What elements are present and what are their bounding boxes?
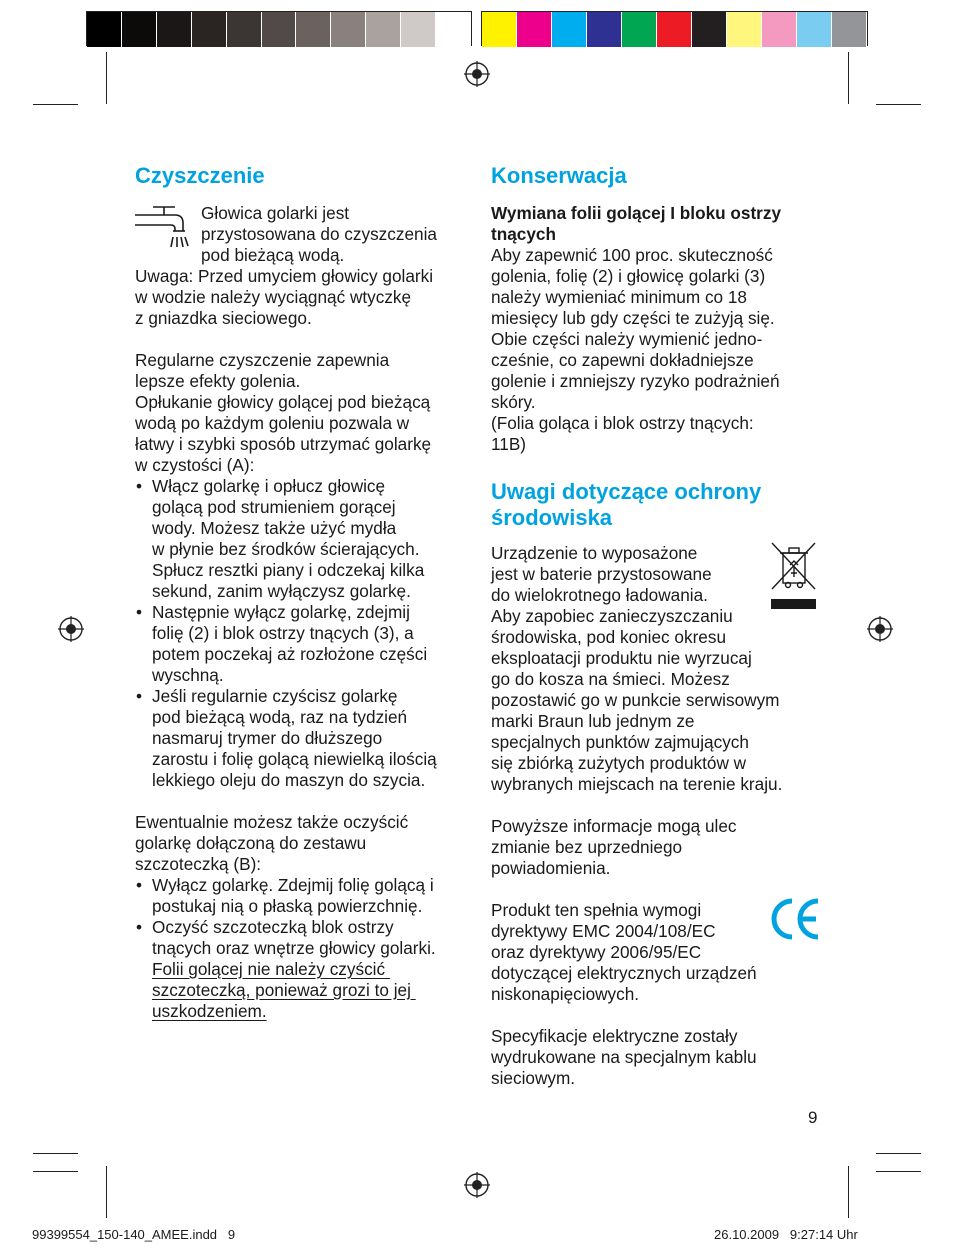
gray-swatch	[331, 12, 366, 47]
text-line: Regularne czyszczenie zapewnia	[135, 350, 390, 370]
text-line: Uwaga: Przed umyciem głowicy golarki	[135, 266, 434, 286]
list-item	[135, 686, 470, 791]
gray-swatch	[366, 12, 401, 47]
text-line: do wielokrotnego ładowania.	[491, 585, 708, 605]
text-line: • Oczyść szczoteczką blok ostrzy	[152, 917, 394, 937]
text-line: Opłukanie głowicy golącej pod bieżącą	[135, 392, 431, 412]
text-line: eksploatacji produktu nie wyrzucaj	[491, 648, 752, 668]
text-line: go do kosza na śmieci. Możesz	[491, 669, 730, 689]
text-line: wody. Możesz także użyć mydła	[152, 518, 397, 538]
text-line: należy wymieniać minimum co 18	[491, 287, 747, 307]
text-line: • Jeśli regularnie czyścisz golarkę	[152, 686, 398, 706]
text-line: tnących oraz wnętrze głowicy golarki.	[152, 938, 436, 958]
text-line: golącą pod strumieniem gorącej	[152, 497, 396, 517]
text-line: lekkiego oleju do maszyn do szycia.	[152, 770, 426, 790]
text-line: postukaj nią o płaską powierzchnię.	[152, 896, 423, 916]
footer-file-info: 99399554_150-140_AMEE.indd 9	[32, 1227, 236, 1242]
cleaning-section	[135, 163, 470, 1022]
text-line: skóry.	[491, 392, 536, 412]
text-line: łatwy i szybki sposób utrzymać golarkę	[135, 434, 432, 454]
gray-swatch	[192, 12, 227, 47]
text-line: Głowica golarki jest	[201, 203, 350, 223]
cleaning-intro	[135, 203, 470, 266]
text-line: 11B)	[491, 434, 527, 454]
subheading-line: tnących	[491, 224, 556, 244]
text-line: (Folia goląca i blok ostrzy tnących:	[491, 413, 754, 433]
text-line: Specyfikacje elektryczne zostały	[491, 1026, 738, 1046]
grayscale-color-bar	[86, 11, 472, 46]
environment-text	[491, 543, 821, 795]
text-line: przystosowana do czyszczenia	[201, 224, 437, 244]
text-line: Produkt ten spełnia wymogi	[491, 900, 702, 920]
registration-mark-icon	[58, 616, 84, 642]
maintenance-section	[491, 163, 821, 1089]
color-swatch	[482, 12, 517, 47]
crossed-out-bin-icon	[769, 541, 819, 613]
gray-swatch	[122, 12, 157, 47]
text-line: golenie i zmniejszy ryzyko podrażnień	[491, 371, 780, 391]
text-line: cześnie, co zapewni dokładniejsze	[491, 350, 754, 370]
color-swatch	[517, 12, 552, 47]
text-line: zarostu i folię golącą niewielką ilością	[152, 749, 437, 769]
gray-swatch	[227, 12, 262, 47]
text-line: Urządzenie to wyposażone	[491, 543, 698, 563]
text-line: wybranych miejscach na terenie kraju.	[491, 774, 783, 794]
text-line: się zbiórką zużytych produktów w	[491, 753, 747, 773]
process-color-bar	[481, 11, 868, 46]
gray-swatch	[87, 12, 122, 47]
text-line: dotyczącej elektrycznych urządzeń	[491, 963, 757, 983]
text-line: miesięcy lub gdy części te zużyją się.	[491, 308, 775, 328]
list-item	[135, 476, 470, 602]
environment-heading: środowiska	[491, 505, 613, 530]
text-line: • Następnie wyłącz golarkę, zdejmij	[152, 602, 410, 622]
gray-swatch	[401, 12, 436, 47]
text-line: • Włącz golarkę i opłucz głowicę	[152, 476, 386, 496]
warning-underlined-line: uszkodzeniem.	[152, 1001, 267, 1021]
text-line: Aby zapobiec zanieczyszczaniu	[491, 606, 733, 626]
warning-underlined-line: Folii golącej nie należy czyścić	[152, 959, 390, 979]
color-swatch	[622, 12, 657, 47]
text-line: szczoteczką (B):	[135, 854, 262, 874]
text-line: w czystości (A):	[135, 455, 255, 475]
text-line: jest w baterie przystosowane	[491, 564, 712, 584]
color-swatch	[762, 12, 797, 47]
text-line: zmianie bez uprzedniego	[491, 837, 683, 857]
color-swatch	[587, 12, 622, 47]
text-line: marki Braun lub jednym ze	[491, 711, 695, 731]
cleaning-heading: Czyszczenie	[135, 163, 265, 188]
text-line: powiadomienia.	[491, 858, 611, 878]
registration-mark-icon	[867, 616, 893, 642]
registration-mark-icon	[464, 1172, 490, 1198]
ce-compliance-text	[491, 900, 821, 1005]
text-line: pod bieżącą wodą, raz na tydzień	[152, 707, 408, 727]
gray-swatch	[296, 12, 331, 47]
cleaning-steps-list	[135, 476, 470, 791]
text-line: potem poczekaj aż rozłożone części	[152, 644, 428, 664]
text-line: Ewentualnie możesz także oczyścić	[135, 812, 409, 832]
list-item	[135, 917, 470, 1022]
color-swatch	[797, 12, 832, 47]
text-line: w płynie bez środków ścierających.	[152, 539, 420, 559]
list-item	[135, 602, 470, 686]
maintenance-heading: Konserwacja	[491, 163, 627, 188]
text-line: • Wyłącz golarkę. Zdejmij folię golącą i	[152, 875, 434, 895]
color-swatch	[832, 12, 867, 47]
text-line: pozostawić go w punkcie serwisowym	[491, 690, 780, 710]
text-line: wyschną.	[152, 665, 224, 685]
faucet-icon	[135, 205, 191, 255]
text-line: golarkę dołączoną do zestawu	[135, 833, 367, 853]
color-swatch	[552, 12, 587, 47]
gray-swatch	[436, 12, 471, 47]
text-line: dyrektywy EMC 2004/108/EC	[491, 921, 716, 941]
text-line: Spłucz resztki piany i odczekaj kilka	[152, 560, 425, 580]
brush-steps-list	[135, 875, 470, 1022]
warning-underlined-line: szczoteczką, ponieważ grozi to jej	[152, 980, 416, 1000]
text-line: sekund, zanim wyłączysz golarkę.	[152, 581, 411, 601]
text-line: z gniazdka sieciowego.	[135, 308, 312, 328]
footer-timestamp: 26.10.2009 9:27:14 Uhr	[714, 1227, 858, 1242]
registration-mark-icon	[464, 61, 490, 87]
text-line: specjalnych punktów zajmujących	[491, 732, 749, 752]
text-line: folię (2) i blok ostrzy tnących (3), a	[152, 623, 414, 643]
text-line: Obie części należy wymienić jedno-	[491, 329, 763, 349]
environment-heading: Uwagi dotyczące ochrony	[491, 479, 762, 504]
text-line: golenia, folię (2) i głowicę golarki (3)	[491, 266, 766, 286]
text-line: wodą po każdym goleniu pozwala w	[135, 413, 410, 433]
page-number: 9	[808, 1108, 818, 1127]
gray-swatch	[262, 12, 297, 47]
text-line: Aby zapewnić 100 proc. skuteczność	[491, 245, 773, 265]
text-line: w wodzie należy wyciągnąć wtyczkę	[135, 287, 412, 307]
text-line: niskonapięciowych.	[491, 984, 640, 1004]
color-swatch	[692, 12, 727, 47]
ce-mark-icon	[769, 896, 823, 942]
text-line: pod bieżącą wodą.	[201, 245, 345, 265]
text-line: wydrukowane na specjalnym kablu	[491, 1047, 757, 1067]
subheading-line: Wymiana folii golącej I bloku ostrzy	[491, 203, 782, 223]
text-line: Powyższe informacje mogą ulec	[491, 816, 737, 836]
text-line: lepsze efekty golenia.	[135, 371, 301, 391]
text-line: środowiska, pod koniec okresu	[491, 627, 727, 647]
text-line: nasmaruj trymer do dłuższego	[152, 728, 383, 748]
color-swatch	[727, 12, 762, 47]
gray-swatch	[157, 12, 192, 47]
list-item	[135, 875, 470, 917]
color-swatch	[657, 12, 692, 47]
text-line: oraz dyrektywy 2006/95/EC	[491, 942, 702, 962]
text-line: sieciowym.	[491, 1068, 576, 1088]
